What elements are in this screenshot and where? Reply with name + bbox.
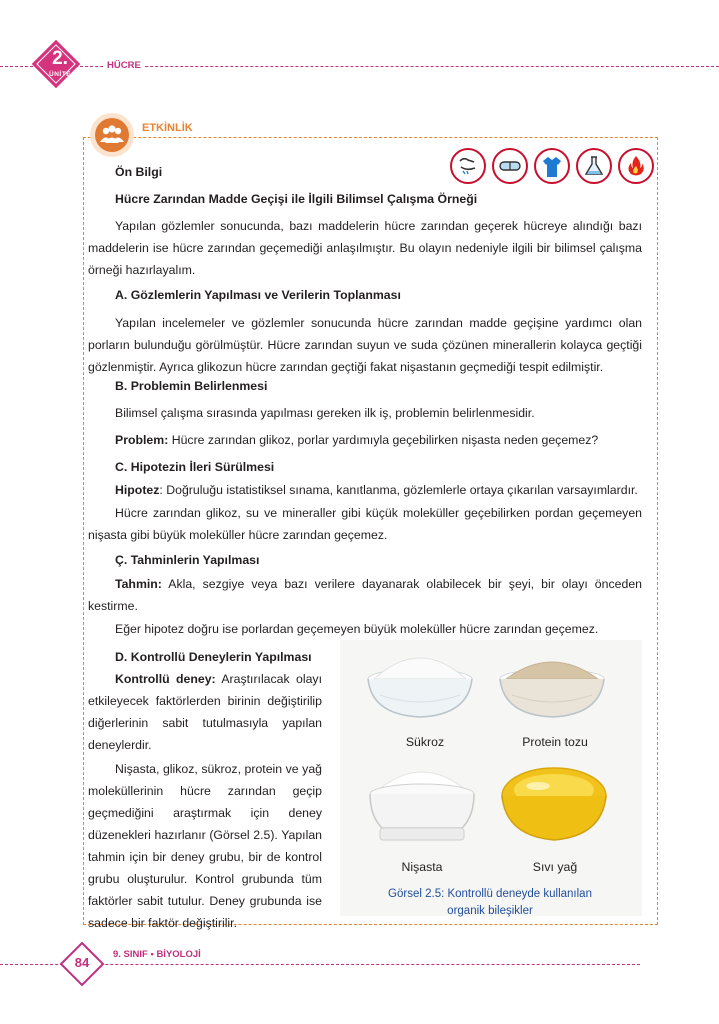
page-number: 84 (74, 955, 90, 970)
section-b-paragraph: Bilimsel çalışma sırasında yapılması gereken ilk iş, problemin belirlenmesidir. (115, 406, 535, 420)
unit-number: 2. (52, 48, 68, 69)
kontrollu-text: Araştırılacak olayı etkileyecek faktörlerden birinin değiştirilip diğerlerinin sabit tutulmasıyla yapılan deneylerdir. (88, 672, 322, 752)
figure-caption-line1: Görsel 2.5: Kontrollü deneyde kullanılan (388, 888, 592, 900)
section-c-paragraph: Hücre zarından glikoz, su ve mineraller gibi küçük moleküller geçebilirken pordan geçemeyen nişasta gibi büyük moleküller hücre zarından geçemez. (88, 506, 642, 542)
section-d-title: D. Kontrollü Deneylerin Yapılması (115, 650, 312, 664)
problem-text: Hücre zarından glikoz, porlar yardımıyla geçebilirken nişasta neden geçemez? (168, 433, 599, 447)
book-title: 9. SINIF • BİYOLOJİ (113, 949, 201, 960)
section-subtitle: Hücre Zarından Madde Geçişi ile İlgili Bilimsel Çalışma Örneği (115, 192, 478, 206)
section-d-paragraph: Nişasta, glikoz, sükroz, protein ve yağ moleküllerinin hücre zarından geçip geçmediğini araştırmak için deney düzenekleri hazırlanır (Görsel 2.5). Yapılan tahmin için bir deney grubu, bir de kontrol grubu oluşturulur. Kontrol grubunda tüm faktörler sabit tutulur. Deney grubunda ise sadece bir faktör değiştirilir. (88, 762, 322, 930)
hipotez-line (115, 479, 638, 501)
flask-icon (576, 148, 612, 184)
hand-wash-icon (450, 148, 486, 184)
goggles-icon (492, 148, 528, 184)
figure-caption (355, 886, 625, 920)
activity-label: ETKİNLİK (142, 122, 193, 134)
section-b-title: B. Problemin Belirlenmesi (115, 379, 268, 393)
kontrollu-paragraph (88, 668, 322, 756)
starch-bowl-image (362, 758, 482, 850)
tahmin-label: Tahmin: (115, 577, 162, 591)
section-a-paragraph: Yapılan incelemeler ve gözlemler sonucunda hücre zarından madde geçişine yardımcı olan porların bulunduğu görülmüştür. Hücre zarından suyun ve suda çözünen minerallerin kolayca geçtiği gözlenmiştir. Ayrıca glikozun hücre zarından geçtiği fakat nişastanın geçmediği tespit edilmiştir. (88, 316, 642, 374)
figure-caption-line2: organik bileşikler (447, 905, 533, 917)
oil-label: Sıvı yağ (532, 860, 578, 874)
safety-icons (450, 148, 654, 186)
protein-powder-bowl-image (492, 645, 612, 725)
group-activity-icon (89, 112, 135, 158)
unit-label: ÜNİTE (49, 71, 71, 78)
tahmin-paragraph (88, 573, 642, 617)
fire-icon (618, 148, 654, 184)
problem-line (115, 429, 598, 451)
section-cc-title: Ç. Tahminlerin Yapılması (115, 553, 260, 567)
section-c-title: C. Hipotezin İleri Sürülmesi (115, 460, 275, 474)
hipotez-text: : Doğruluğu istatistiksel sınama, kanıtlanma, gözlemlerle ortaya çıkarılan varsayımlardır. (159, 483, 638, 497)
tahmin-text: Akla, sezgiye veya bazı verilere dayanarak olabilecek bir şeyi, bir olayı önceden kestirme. (88, 577, 642, 613)
chapter-title: HÜCRE (103, 60, 145, 71)
starch-label: Nişasta (401, 860, 443, 874)
on-bilgi-heading: Ön Bilgi (115, 165, 163, 179)
protein-label: Protein tozu (522, 735, 588, 749)
lab-coat-icon (534, 148, 570, 184)
intro-paragraph: Yapılan gözlemler sonucunda, bazı maddelerin hücre zarından geçerek hücreye alındığı bazı maddelerin ise hücre zarından geçemediği anlaşılmıştır. Bu olayın nedeniyle ilgili bir bilimsel çalışma örneği hazırlayalım. (88, 219, 642, 277)
kontrollu-label: Kontrollü deney: (115, 672, 216, 686)
section-cc-paragraph: Eğer hipotez doğru ise porlardan geçemeyen büyük moleküller hücre zarından geçemez. (115, 622, 599, 636)
unit-badge (30, 38, 82, 90)
problem-label: Problem: (115, 433, 169, 447)
oil-bowl-image (494, 760, 614, 852)
sucrose-label: Sükroz (405, 735, 445, 749)
sucrose-bowl-image (360, 645, 480, 725)
section-a-title: A. Gözlemlerin Yapılması ve Verilerin Toplanması (115, 288, 401, 302)
hipotez-label: Hipotez (115, 483, 160, 497)
